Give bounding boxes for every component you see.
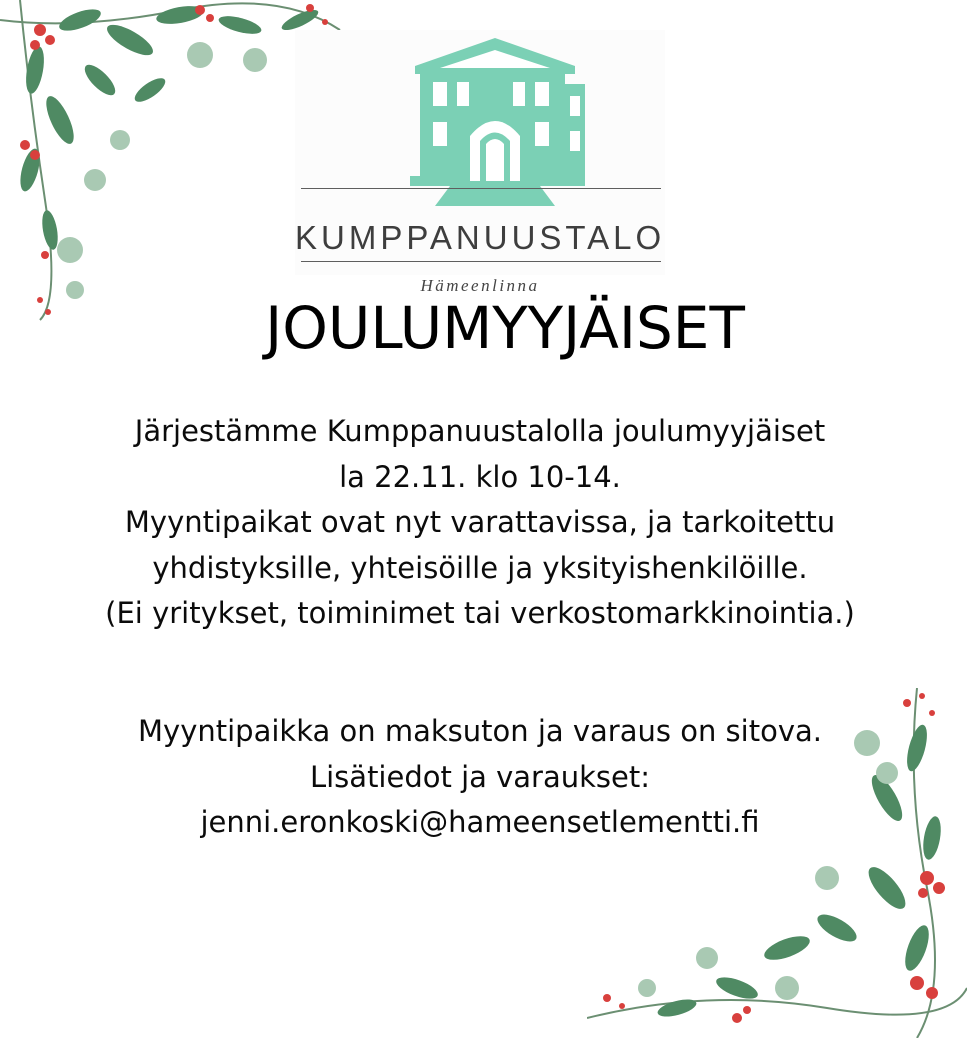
announcement-line: Järjestämme Kumppanuustalolla joulumyyjäiset <box>134 414 826 448</box>
announcement-line: Myyntipaikat ovat nyt varattavissa, ja tarkoitettu <box>124 505 836 539</box>
page-title: JOULUMYYJÄISET <box>265 294 745 362</box>
logo-city: Hämeenlinna <box>420 276 540 295</box>
contact-paragraph <box>40 709 920 846</box>
logo <box>295 30 666 295</box>
announcement-line: (Ei yritykset, toiminimet tai verkostomarkkinointia.) <box>105 596 855 630</box>
contact-email[interactable]: jenni.eronkoski@hameensetlementti.fi <box>200 805 760 839</box>
contact-line: Myyntipaikka on maksuton ja varaus on sitova. <box>138 714 822 748</box>
announcement-line: la 22.11. klo 10-14. <box>339 459 621 494</box>
contact-line: Lisätiedot ja varaukset: <box>309 759 651 794</box>
logo-name: KUMPPANUUSTALO <box>295 219 666 256</box>
announcement-paragraph <box>40 409 920 637</box>
logo-rule-bottom <box>301 261 661 262</box>
logo-rule-top <box>301 188 661 189</box>
building-icon <box>400 36 590 206</box>
announcement-line: yhdistyksille, yhteisöille ja yksityishenkilöille. <box>152 550 808 585</box>
